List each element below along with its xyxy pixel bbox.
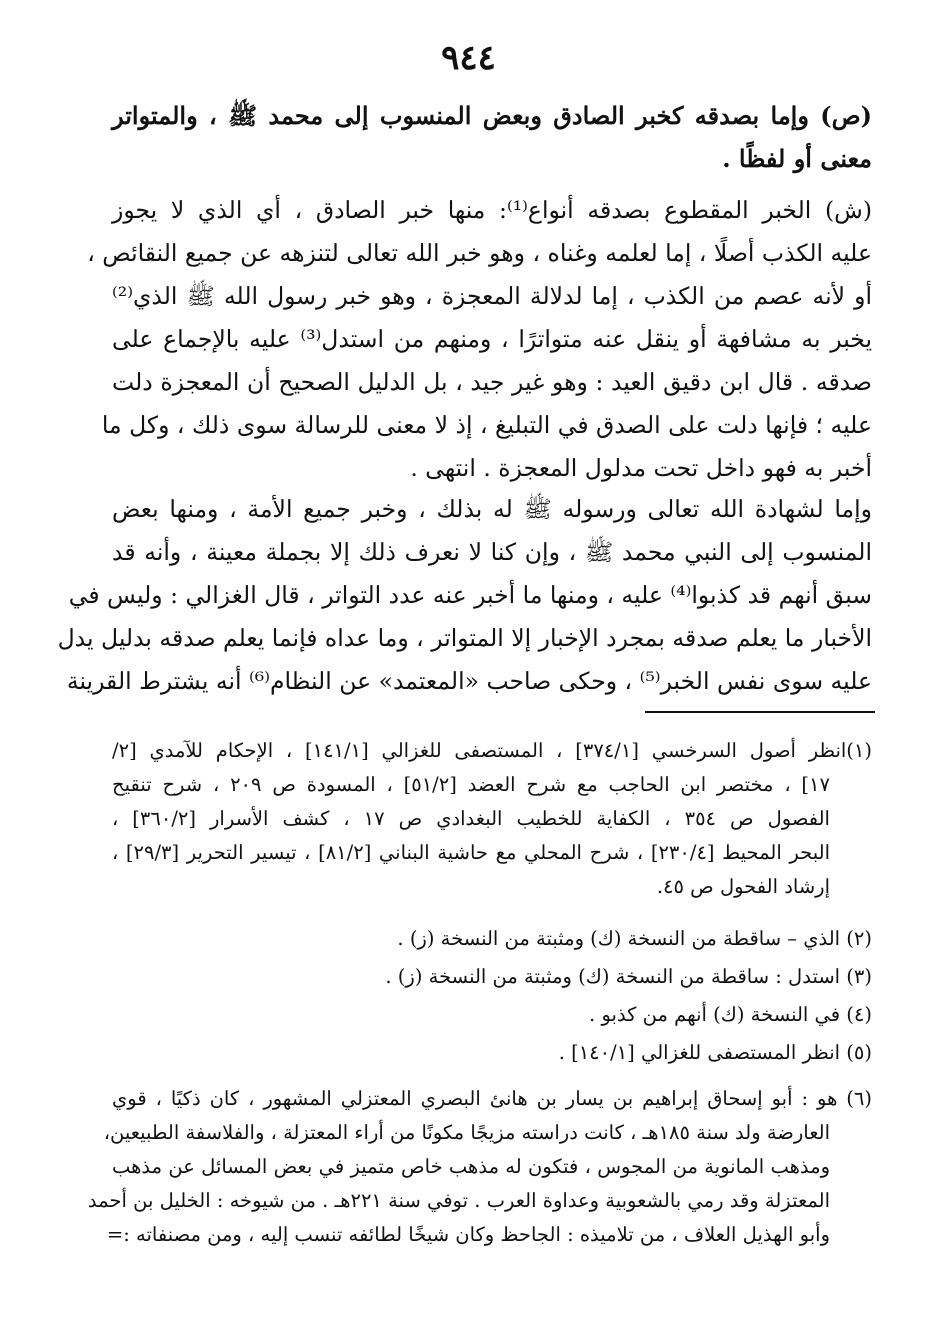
page-number: ٩٤٤ bbox=[441, 38, 496, 78]
footnote-line: وأبو الهذيل العلاف ، من تلاميذه : الجاحظ وكان شيخًا لطائفه تنسب إليه ، ومن مصنفاته := bbox=[106, 1223, 830, 1246]
footnote-line: المعتزلة وقد رمي بالشعوبية وعداوة العرب . توفي سنة ٢٢١هـ . من شيوخه : الخليل بن أحمد bbox=[87, 1189, 830, 1212]
body-paragraph bbox=[57, 488, 872, 703]
footnote-line: إرشاد الفحول ص ٤٥. bbox=[656, 875, 830, 898]
footnote-line: ومذهب المانوية من المجوس ، فتكون له مذهب خاص متميز في بعض المسائل عن مذهب bbox=[112, 1155, 830, 1178]
body-line: وإما لشهادة الله تعالى ورسوله ﷺ له بذلك ، وخبر جميع الأمة ، ومنها بعض bbox=[112, 495, 872, 523]
sharh-line: (ش) الخبر المقطوع بصدقه أنواع⁽¹⁾: منها خبر الصادق ، أي الذي لا يجوز bbox=[112, 196, 872, 224]
footnote-1 bbox=[112, 734, 872, 904]
sharh-line: صدقه . قال ابن دقيق العيد : وهو غير جيد ، بل الدليل الصحيح أن المعجزة دلت bbox=[112, 368, 872, 396]
matn-line: (ص) وإما بصدقه كخبر الصادق وبعض المنسوب إلى محمد ﷺ ، والمتواتر bbox=[112, 101, 872, 130]
footnote-3 bbox=[112, 960, 872, 994]
footnote-line: (٣) استدل : ساقطة من النسخة (ك) ومثبتة من النسخة (ز) . bbox=[385, 965, 872, 988]
sharh-line: يخبر به مشافهة أو ينقل عنه متواترًا ، ومنهم من استدل⁽³⁾ عليه بالإجماع على bbox=[112, 325, 872, 353]
footnote-line: (٥) انظر المستصفى للغزالي [١٤٠/١] . bbox=[558, 1041, 872, 1064]
body-line: سبق أنهم قد كذبوا⁽⁴⁾ عليه ، ومنها ما أخبر عنه عدد التواتر ، قال الغزالي : وليس في bbox=[68, 581, 872, 609]
footnote-line: (٢) الذي – ساقطة من النسخة (ك) ومثبتة من النسخة (ز) . bbox=[397, 927, 872, 950]
matn-text bbox=[112, 94, 872, 180]
footnote-line: العارضة ولد سنة ١٨٥هـ ، كانت دراسته مزيجًا مكونًا من أراء المعتزلة ، والفلاسفة الطبيعين، bbox=[103, 1121, 830, 1144]
footnote-4 bbox=[112, 998, 872, 1032]
sharh-paragraph bbox=[87, 189, 872, 490]
footnote-line: البحر المحيط [٢٣٠/٤] ، شرح المحلي مع حاشية البناني [٨١/٢] ، تيسير التحرير [٢٩/٣] ، bbox=[112, 841, 830, 864]
footnote-2 bbox=[112, 922, 872, 956]
body-line: المنسوب إلى النبي محمد ﷺ ، وإن كنا لا نعرف ذلك إلا بجملة معينة ، وأنه قد bbox=[112, 538, 872, 566]
sharh-line: عليه الكذب أصلًا ، إما لعلمه وغناه ، وهو خبر الله تعالى لتنزهه عن جميع النقائص ، bbox=[87, 239, 872, 267]
body-line: الأخبار ما يعلم صدقه بمجرد الإخبار إلا المتواتر ، وما عداه فإنما يعلم صدقه بدليل يدل bbox=[57, 624, 872, 652]
sharh-line: أخبر به فهو داخل تحت مدلول المعجزة . انتهى . bbox=[410, 454, 872, 482]
footnote-line: (١)انظر أصول السرخسي [٣٧٤/١] ، المستصفى للغزالي [١٤١/١] ، الإحكام للآمدي [٢/ bbox=[112, 739, 873, 762]
footnote-line: (٤) في النسخة (ك) أنهم من كذبو . bbox=[589, 1003, 872, 1026]
sharh-line: أو لأنه عصم من الكذب ، إما لدلالة المعجزة ، وهو خبر رسول الله ﷺ الذي⁽²⁾ bbox=[112, 282, 872, 310]
footnote-line: الفصول ص ٣٥٤ ، الكفاية للخطيب البغدادي ص ١٧ ، كشف الأسرار [٣٦٠/٢] ، bbox=[112, 807, 830, 830]
footnote-line: (٦) هو : أبو إسحاق إبراهيم بن يسار بن هانئ البصري المعتزلي المشهور ، كان ذكيًا ، قوي bbox=[112, 1087, 872, 1110]
footnote-6 bbox=[87, 1082, 872, 1252]
body-line: عليه سوى نفس الخبر⁽⁵⁾ ، وحكى صاحب «المعتمد» عن النظام⁽⁶⁾ أنه يشترط القرينة bbox=[66, 667, 872, 695]
sharh-line: عليه ؛ فإنها دلت على الصدق في التبليغ ، إذ لا معنى للرسالة سوى ذلك ، وكل ما bbox=[101, 411, 872, 439]
matn-line: معنى أو لفظًا . bbox=[722, 144, 872, 173]
footnote-5 bbox=[112, 1036, 872, 1070]
footnote-separator bbox=[645, 711, 875, 713]
footnote-line: ١٧] ، مختصر ابن الحاجب مع شرح العضد [٥١/٢] ، المسودة ص ٢٠٩ ، شرح تنقيح bbox=[112, 773, 830, 796]
